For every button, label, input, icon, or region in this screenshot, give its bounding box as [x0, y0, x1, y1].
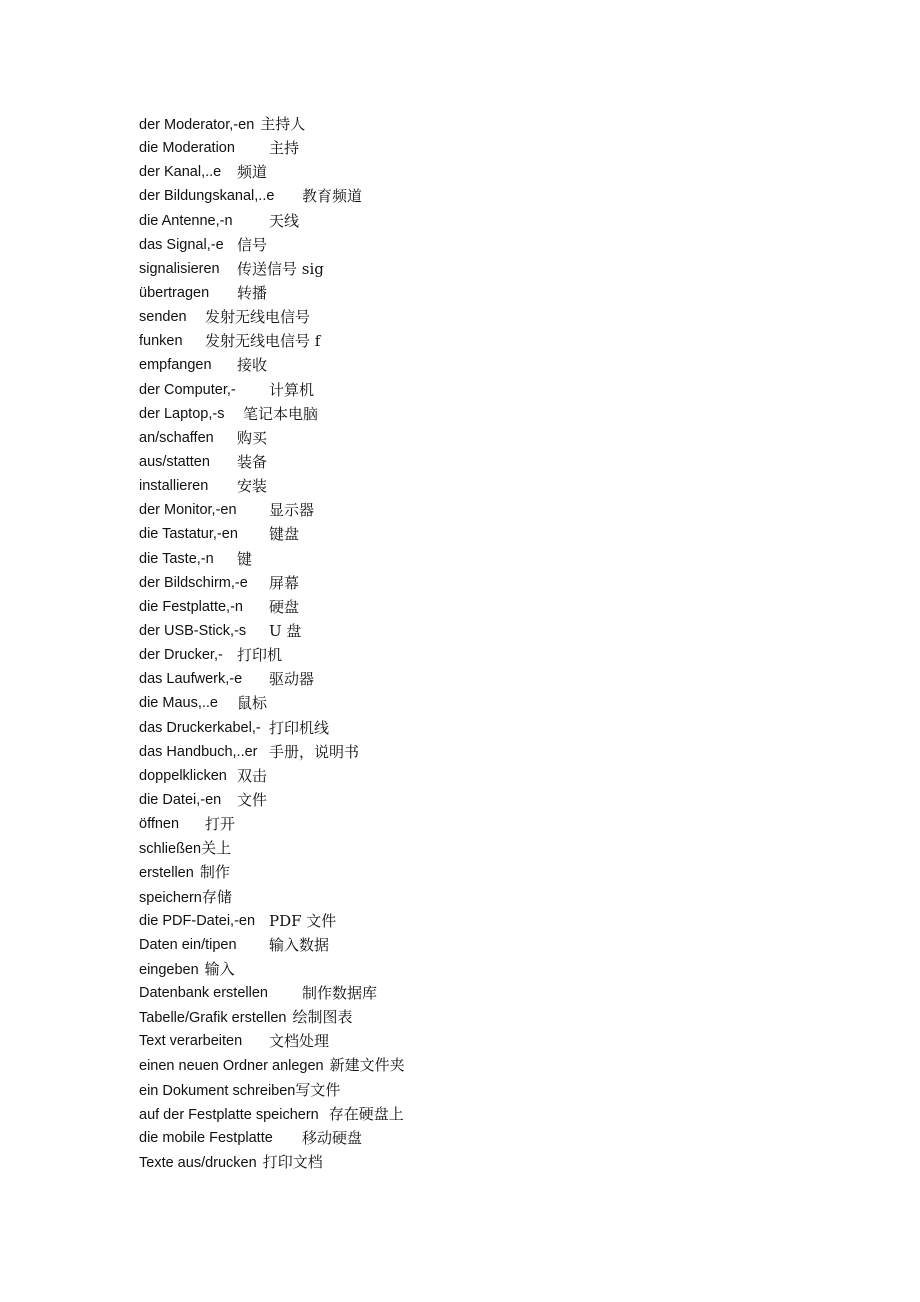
- vocabulary-list: [139, 112, 405, 1174]
- list-item: [139, 547, 405, 571]
- list-item: [139, 691, 405, 715]
- german-term: der Monitor,-en: [139, 502, 237, 519]
- german-term: schließen: [139, 841, 202, 858]
- german-term: speichern: [139, 889, 202, 906]
- chinese-term: 存在硬盘上: [328, 1104, 404, 1123]
- chinese-term: 打印机: [237, 646, 283, 665]
- chinese-term: 绘制图表: [292, 1008, 353, 1027]
- chinese-term: 键盘: [269, 525, 300, 544]
- chinese-term: 教育频道: [302, 187, 363, 206]
- list-item: [139, 788, 405, 812]
- list-item: [139, 184, 405, 208]
- list-item: [139, 740, 405, 764]
- chinese-term: 购买: [237, 428, 268, 447]
- german-term: der Bildschirm,-e: [139, 574, 248, 591]
- chinese-term: 发射无线电信号: [205, 308, 311, 327]
- chinese-term: 手册，说明书: [269, 742, 360, 761]
- chinese-term: 天线: [269, 211, 300, 230]
- german-term: Daten ein/tipen: [139, 936, 237, 953]
- list-item: [139, 643, 405, 667]
- chinese-term: 新建文件夹: [329, 1056, 405, 1075]
- list-item: [139, 909, 405, 933]
- chinese-term: 写文件: [295, 1080, 341, 1099]
- german-term: öffnen: [139, 816, 180, 833]
- chinese-term: 输入数据: [269, 935, 330, 954]
- chinese-term: 存储: [201, 887, 232, 906]
- german-term: signalisieren: [139, 260, 220, 277]
- german-term: Tabelle/Grafik erstellen: [139, 1010, 287, 1027]
- german-term: erstellen: [139, 865, 194, 882]
- list-item: [139, 957, 405, 981]
- german-term: der Kanal,..e: [139, 164, 222, 181]
- german-term: Texte aus/drucken: [139, 1155, 257, 1172]
- list-item: [139, 619, 405, 643]
- german-term: funken: [139, 333, 183, 350]
- german-term: die PDF-Datei,-en: [139, 912, 256, 929]
- list-item: [139, 160, 405, 184]
- list-item: [139, 1029, 405, 1053]
- list-item: [139, 933, 405, 957]
- list-item: [139, 378, 405, 402]
- list-item: [139, 112, 405, 136]
- german-term: das Signal,-e: [139, 236, 224, 253]
- german-term: der Moderator,-en: [139, 117, 255, 133]
- german-term: empfangen: [139, 357, 212, 374]
- german-term: die Datei,-en: [139, 791, 222, 808]
- chinese-term: 打印文档: [262, 1153, 323, 1172]
- chinese-term: 打印机线: [269, 718, 330, 737]
- chinese-term: 装备: [237, 452, 268, 471]
- german-term: einen neuen Ordner anlegen: [139, 1058, 324, 1075]
- german-term: das Laufwerk,-e: [139, 671, 243, 688]
- chinese-term: 鼠标: [237, 694, 268, 713]
- list-item: [139, 257, 405, 281]
- list-item: [139, 209, 405, 233]
- list-item: [139, 764, 405, 788]
- list-item: [139, 860, 405, 884]
- chinese-term: 制作数据库: [302, 984, 378, 1003]
- list-item: [139, 667, 405, 691]
- german-term: auf der Festplatte speichern: [139, 1106, 319, 1123]
- chinese-term: 关上: [201, 839, 232, 858]
- list-item: [139, 885, 405, 909]
- chinese-term: 制作: [199, 863, 230, 882]
- chinese-term: 计算机: [269, 380, 315, 399]
- german-term: die Taste,-n: [139, 550, 214, 567]
- chinese-term: 笔记本电脑: [243, 404, 319, 423]
- chinese-term: U 盘: [269, 621, 302, 640]
- list-item: [139, 1053, 405, 1077]
- list-item: [139, 981, 405, 1005]
- german-term: die mobile Festplatte: [139, 1129, 273, 1146]
- list-item: [139, 1126, 405, 1150]
- german-term: die Festplatte,-n: [139, 598, 243, 615]
- list-item: [139, 1150, 405, 1174]
- list-item: [139, 353, 405, 377]
- list-item: [139, 522, 405, 546]
- chinese-term: 安装: [237, 477, 268, 496]
- chinese-term: 显示器: [269, 501, 315, 520]
- chinese-term: 打开: [205, 815, 236, 834]
- chinese-term: 发射无线电信号 f: [205, 332, 321, 351]
- german-term: senden: [139, 309, 187, 326]
- list-item: [139, 716, 405, 740]
- german-term: an/schaffen: [139, 429, 214, 446]
- chinese-term: 硬盘: [269, 597, 300, 616]
- chinese-term: 键: [237, 549, 253, 568]
- chinese-term: 接收: [237, 356, 268, 375]
- chinese-term: 转播: [237, 283, 268, 302]
- chinese-term: 屏幕: [269, 573, 300, 592]
- chinese-term: 文件: [237, 790, 268, 809]
- list-item: [139, 595, 405, 619]
- list-item: [139, 329, 405, 353]
- german-term: der Bildungskanal,..e: [139, 188, 275, 205]
- list-item: [139, 812, 405, 836]
- list-item: [139, 136, 405, 160]
- german-term: die Antenne,-n: [139, 212, 233, 229]
- german-term: die Tastatur,-en: [139, 526, 238, 543]
- german-term: installieren: [139, 478, 209, 495]
- list-item: [139, 426, 405, 450]
- chinese-term: 信号: [237, 235, 268, 254]
- chinese-term: 主持: [269, 139, 300, 158]
- german-term: der Computer,-: [139, 381, 236, 398]
- list-item: [139, 281, 405, 305]
- german-term: der USB-Stick,-s: [139, 622, 247, 639]
- german-term: die Moderation: [139, 140, 235, 157]
- german-term: der Laptop,-s: [139, 405, 225, 422]
- german-term: der Drucker,-: [139, 647, 223, 664]
- german-term: das Druckerkabel,-: [139, 719, 261, 736]
- list-item: [139, 474, 405, 498]
- german-term: das Handbuch,..er: [139, 743, 258, 760]
- list-item: [139, 305, 405, 329]
- list-item: [139, 1102, 405, 1126]
- list-item: [139, 498, 405, 522]
- chinese-term: PDF 文件: [269, 911, 337, 930]
- chinese-term: 驱动器: [269, 670, 315, 689]
- chinese-term: 移动硬盘: [302, 1128, 363, 1147]
- list-item: [139, 836, 405, 860]
- list-item: [139, 1078, 405, 1102]
- german-term: eingeben: [139, 961, 199, 978]
- list-item: [139, 233, 405, 257]
- list-item: [139, 571, 405, 595]
- chinese-term: 传送信号 sig: [237, 259, 324, 278]
- list-item: [139, 450, 405, 474]
- german-term: Text verarbeiten: [139, 1033, 243, 1050]
- list-item: [139, 402, 405, 426]
- german-term: ein Dokument schreiben: [139, 1082, 296, 1099]
- german-term: übertragen: [139, 284, 210, 301]
- chinese-term: 双击: [237, 766, 268, 785]
- german-term: aus/statten: [139, 453, 210, 470]
- german-term: doppelklicken: [139, 767, 227, 784]
- list-item: [139, 1005, 405, 1029]
- chinese-term: 输入: [204, 959, 235, 978]
- chinese-term: 文档处理: [269, 1032, 330, 1051]
- german-term: die Maus,..e: [139, 695, 218, 712]
- german-term: Datenbank erstellen: [139, 985, 268, 1002]
- chinese-term: 主持人: [260, 115, 306, 133]
- chinese-term: 频道: [237, 163, 268, 182]
